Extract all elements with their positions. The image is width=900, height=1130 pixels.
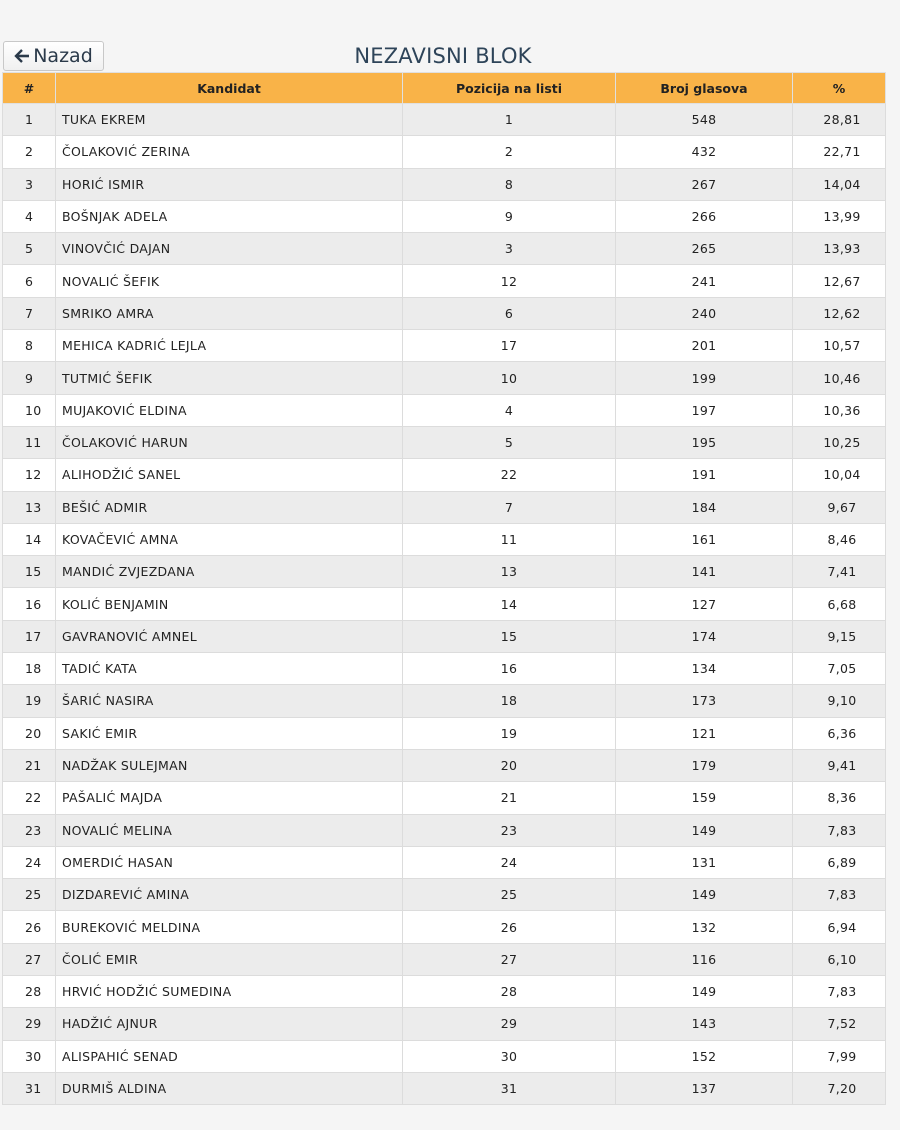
vote-percent: 10,36 xyxy=(793,394,886,426)
vote-count: 149 xyxy=(616,879,793,911)
table-row xyxy=(3,104,886,136)
list-position: 11 xyxy=(403,523,616,555)
vote-percent: 9,41 xyxy=(793,749,886,781)
vote-percent: 6,94 xyxy=(793,911,886,943)
table-row xyxy=(3,459,886,491)
row-number: 18 xyxy=(3,653,56,685)
vote-percent: 7,83 xyxy=(793,814,886,846)
candidate-name: HORIĆ ISMIR xyxy=(56,168,403,200)
row-number: 5 xyxy=(3,233,56,265)
vote-count: 266 xyxy=(616,200,793,232)
top-bar xyxy=(0,40,886,72)
table-row xyxy=(3,620,886,652)
list-position: 19 xyxy=(403,717,616,749)
vote-percent: 7,83 xyxy=(793,976,886,1008)
vote-count: 132 xyxy=(616,911,793,943)
header-number[interactable]: # xyxy=(3,73,56,104)
table-row xyxy=(3,814,886,846)
list-position: 25 xyxy=(403,879,616,911)
candidate-name: MANDIĆ ZVJEZDANA xyxy=(56,556,403,588)
table-body xyxy=(3,104,886,1105)
table-row xyxy=(3,200,886,232)
list-position: 6 xyxy=(403,297,616,329)
vote-count: 141 xyxy=(616,556,793,588)
vote-count: 174 xyxy=(616,620,793,652)
row-number: 23 xyxy=(3,814,56,846)
vote-percent: 6,36 xyxy=(793,717,886,749)
vote-percent: 7,99 xyxy=(793,1040,886,1072)
row-number: 8 xyxy=(3,330,56,362)
row-number: 7 xyxy=(3,297,56,329)
vote-percent: 9,67 xyxy=(793,491,886,523)
vote-percent: 9,10 xyxy=(793,685,886,717)
vote-count: 127 xyxy=(616,588,793,620)
vote-percent: 7,05 xyxy=(793,653,886,685)
row-number: 21 xyxy=(3,749,56,781)
list-position: 17 xyxy=(403,330,616,362)
table-row xyxy=(3,297,886,329)
list-position: 29 xyxy=(403,1008,616,1040)
table-row xyxy=(3,265,886,297)
table-row xyxy=(3,1072,886,1104)
vote-percent: 7,52 xyxy=(793,1008,886,1040)
candidate-name: ČOLIĆ EMIR xyxy=(56,943,403,975)
list-position: 13 xyxy=(403,556,616,588)
vote-percent: 10,57 xyxy=(793,330,886,362)
results-table xyxy=(2,72,886,1105)
list-position: 12 xyxy=(403,265,616,297)
table-row xyxy=(3,943,886,975)
vote-count: 184 xyxy=(616,491,793,523)
list-position: 5 xyxy=(403,426,616,458)
vote-count: 134 xyxy=(616,653,793,685)
vote-count: 179 xyxy=(616,749,793,781)
row-number: 27 xyxy=(3,943,56,975)
candidate-name: NOVALIĆ MELINA xyxy=(56,814,403,846)
vote-count: 432 xyxy=(616,136,793,168)
table-row xyxy=(3,523,886,555)
vote-count: 149 xyxy=(616,814,793,846)
list-position: 22 xyxy=(403,459,616,491)
row-number: 22 xyxy=(3,782,56,814)
vote-percent: 6,89 xyxy=(793,846,886,878)
vote-percent: 6,10 xyxy=(793,943,886,975)
candidate-name: DURMIŠ ALDINA xyxy=(56,1072,403,1104)
row-number: 26 xyxy=(3,911,56,943)
header-percent[interactable]: % xyxy=(793,73,886,104)
table-row xyxy=(3,330,886,362)
list-position: 3 xyxy=(403,233,616,265)
candidate-name: VINOVČIĆ DAJAN xyxy=(56,233,403,265)
vote-percent: 12,62 xyxy=(793,297,886,329)
vote-percent: 7,20 xyxy=(793,1072,886,1104)
row-number: 29 xyxy=(3,1008,56,1040)
vote-count: 191 xyxy=(616,459,793,491)
vote-percent: 9,15 xyxy=(793,620,886,652)
vote-percent: 8,46 xyxy=(793,523,886,555)
candidate-name: SMRIKO AMRA xyxy=(56,297,403,329)
vote-count: 143 xyxy=(616,1008,793,1040)
row-number: 25 xyxy=(3,879,56,911)
candidate-name: DIZDAREVIĆ AMINA xyxy=(56,879,403,911)
vote-count: 201 xyxy=(616,330,793,362)
header-vote-count[interactable]: Broj glasova xyxy=(616,73,793,104)
candidate-name: OMERDIĆ HASAN xyxy=(56,846,403,878)
candidate-name: KOVAČEVIĆ AMNA xyxy=(56,523,403,555)
vote-percent: 22,71 xyxy=(793,136,886,168)
list-position: 4 xyxy=(403,394,616,426)
vote-count: 152 xyxy=(616,1040,793,1072)
row-number: 9 xyxy=(3,362,56,394)
vote-percent: 10,46 xyxy=(793,362,886,394)
list-position: 26 xyxy=(403,911,616,943)
candidate-name: BOŠNJAK ADELA xyxy=(56,200,403,232)
table-row xyxy=(3,362,886,394)
candidate-name: HRVIĆ HODŽIĆ SUMEDINA xyxy=(56,976,403,1008)
vote-percent: 13,99 xyxy=(793,200,886,232)
vote-count: 161 xyxy=(616,523,793,555)
candidate-name: MUJAKOVIĆ ELDINA xyxy=(56,394,403,426)
page-title: NEZAVISNI BLOK xyxy=(354,44,532,68)
table-row xyxy=(3,685,886,717)
row-number: 24 xyxy=(3,846,56,878)
vote-count: 241 xyxy=(616,265,793,297)
vote-count: 199 xyxy=(616,362,793,394)
row-number: 31 xyxy=(3,1072,56,1104)
candidate-name: GAVRANOVIĆ AMNEL xyxy=(56,620,403,652)
vote-count: 131 xyxy=(616,846,793,878)
header-candidate[interactable]: Kandidat xyxy=(56,73,403,104)
list-position: 28 xyxy=(403,976,616,1008)
candidate-name: HADŽIĆ AJNUR xyxy=(56,1008,403,1040)
list-position: 14 xyxy=(403,588,616,620)
candidate-name: KOLIĆ BENJAMIN xyxy=(56,588,403,620)
vote-count: 197 xyxy=(616,394,793,426)
list-position: 15 xyxy=(403,620,616,652)
list-position: 9 xyxy=(403,200,616,232)
list-position: 24 xyxy=(403,846,616,878)
table-row xyxy=(3,136,886,168)
row-number: 4 xyxy=(3,200,56,232)
candidate-name: NADŽAK SULEJMAN xyxy=(56,749,403,781)
list-position: 8 xyxy=(403,168,616,200)
vote-percent: 28,81 xyxy=(793,104,886,136)
vote-count: 173 xyxy=(616,685,793,717)
table-row xyxy=(3,911,886,943)
vote-count: 548 xyxy=(616,104,793,136)
table-row xyxy=(3,426,886,458)
list-position: 31 xyxy=(403,1072,616,1104)
row-number: 2 xyxy=(3,136,56,168)
vote-count: 116 xyxy=(616,943,793,975)
vote-count: 195 xyxy=(616,426,793,458)
row-number: 20 xyxy=(3,717,56,749)
table-row xyxy=(3,846,886,878)
candidate-name: PAŠALIĆ MAJDA xyxy=(56,782,403,814)
list-position: 21 xyxy=(403,782,616,814)
row-number: 10 xyxy=(3,394,56,426)
list-position: 7 xyxy=(403,491,616,523)
vote-count: 121 xyxy=(616,717,793,749)
candidate-name: TUKA EKREM xyxy=(56,104,403,136)
vote-count: 267 xyxy=(616,168,793,200)
candidate-name: MEHICA KADRIĆ LEJLA xyxy=(56,330,403,362)
table-row xyxy=(3,491,886,523)
vote-percent: 10,25 xyxy=(793,426,886,458)
vote-percent: 8,36 xyxy=(793,782,886,814)
list-position: 20 xyxy=(403,749,616,781)
vote-count: 159 xyxy=(616,782,793,814)
row-number: 11 xyxy=(3,426,56,458)
list-position: 18 xyxy=(403,685,616,717)
row-number: 19 xyxy=(3,685,56,717)
row-number: 14 xyxy=(3,523,56,555)
candidate-name: ALISPAHIĆ SENAD xyxy=(56,1040,403,1072)
table-row xyxy=(3,653,886,685)
candidate-name: SAKIĆ EMIR xyxy=(56,717,403,749)
row-number: 3 xyxy=(3,168,56,200)
table-row xyxy=(3,879,886,911)
vote-count: 265 xyxy=(616,233,793,265)
list-position: 16 xyxy=(403,653,616,685)
vote-count: 240 xyxy=(616,297,793,329)
row-number: 15 xyxy=(3,556,56,588)
row-number: 30 xyxy=(3,1040,56,1072)
table-row xyxy=(3,749,886,781)
table-row xyxy=(3,1008,886,1040)
table-row xyxy=(3,233,886,265)
candidate-name: TADIĆ KATA xyxy=(56,653,403,685)
vote-percent: 14,04 xyxy=(793,168,886,200)
row-number: 16 xyxy=(3,588,56,620)
candidate-name: BUREKOVIĆ MELDINA xyxy=(56,911,403,943)
vote-percent: 6,68 xyxy=(793,588,886,620)
table-header-row xyxy=(3,73,886,104)
list-position: 27 xyxy=(403,943,616,975)
row-number: 13 xyxy=(3,491,56,523)
vote-percent: 13,93 xyxy=(793,233,886,265)
row-number: 17 xyxy=(3,620,56,652)
vote-percent: 10,04 xyxy=(793,459,886,491)
header-list-position[interactable]: Pozicija na listi xyxy=(403,73,616,104)
table-row xyxy=(3,782,886,814)
vote-count: 137 xyxy=(616,1072,793,1104)
vote-percent: 7,83 xyxy=(793,879,886,911)
table-row xyxy=(3,1040,886,1072)
candidate-name: NOVALIĆ ŠEFIK xyxy=(56,265,403,297)
back-button-label: Nazad xyxy=(33,45,93,67)
vote-percent: 7,41 xyxy=(793,556,886,588)
row-number: 1 xyxy=(3,104,56,136)
vote-percent: 12,67 xyxy=(793,265,886,297)
table-row xyxy=(3,588,886,620)
candidate-name: ŠARIĆ NASIRA xyxy=(56,685,403,717)
row-number: 6 xyxy=(3,265,56,297)
table-row xyxy=(3,556,886,588)
candidate-name: BEŠIĆ ADMIR xyxy=(56,491,403,523)
table-row xyxy=(3,168,886,200)
table-row xyxy=(3,394,886,426)
table-row xyxy=(3,976,886,1008)
row-number: 12 xyxy=(3,459,56,491)
list-position: 30 xyxy=(403,1040,616,1072)
row-number: 28 xyxy=(3,976,56,1008)
table-row xyxy=(3,717,886,749)
list-position: 10 xyxy=(403,362,616,394)
vote-count: 149 xyxy=(616,976,793,1008)
candidate-name: ČOLAKOVIĆ HARUN xyxy=(56,426,403,458)
list-position: 23 xyxy=(403,814,616,846)
candidate-name: TUTMIĆ ŠEFIK xyxy=(56,362,403,394)
list-position: 1 xyxy=(403,104,616,136)
candidate-name: ALIHODŽIĆ SANEL xyxy=(56,459,403,491)
list-position: 2 xyxy=(403,136,616,168)
candidate-name: ČOLAKOVIĆ ZERINA xyxy=(56,136,403,168)
